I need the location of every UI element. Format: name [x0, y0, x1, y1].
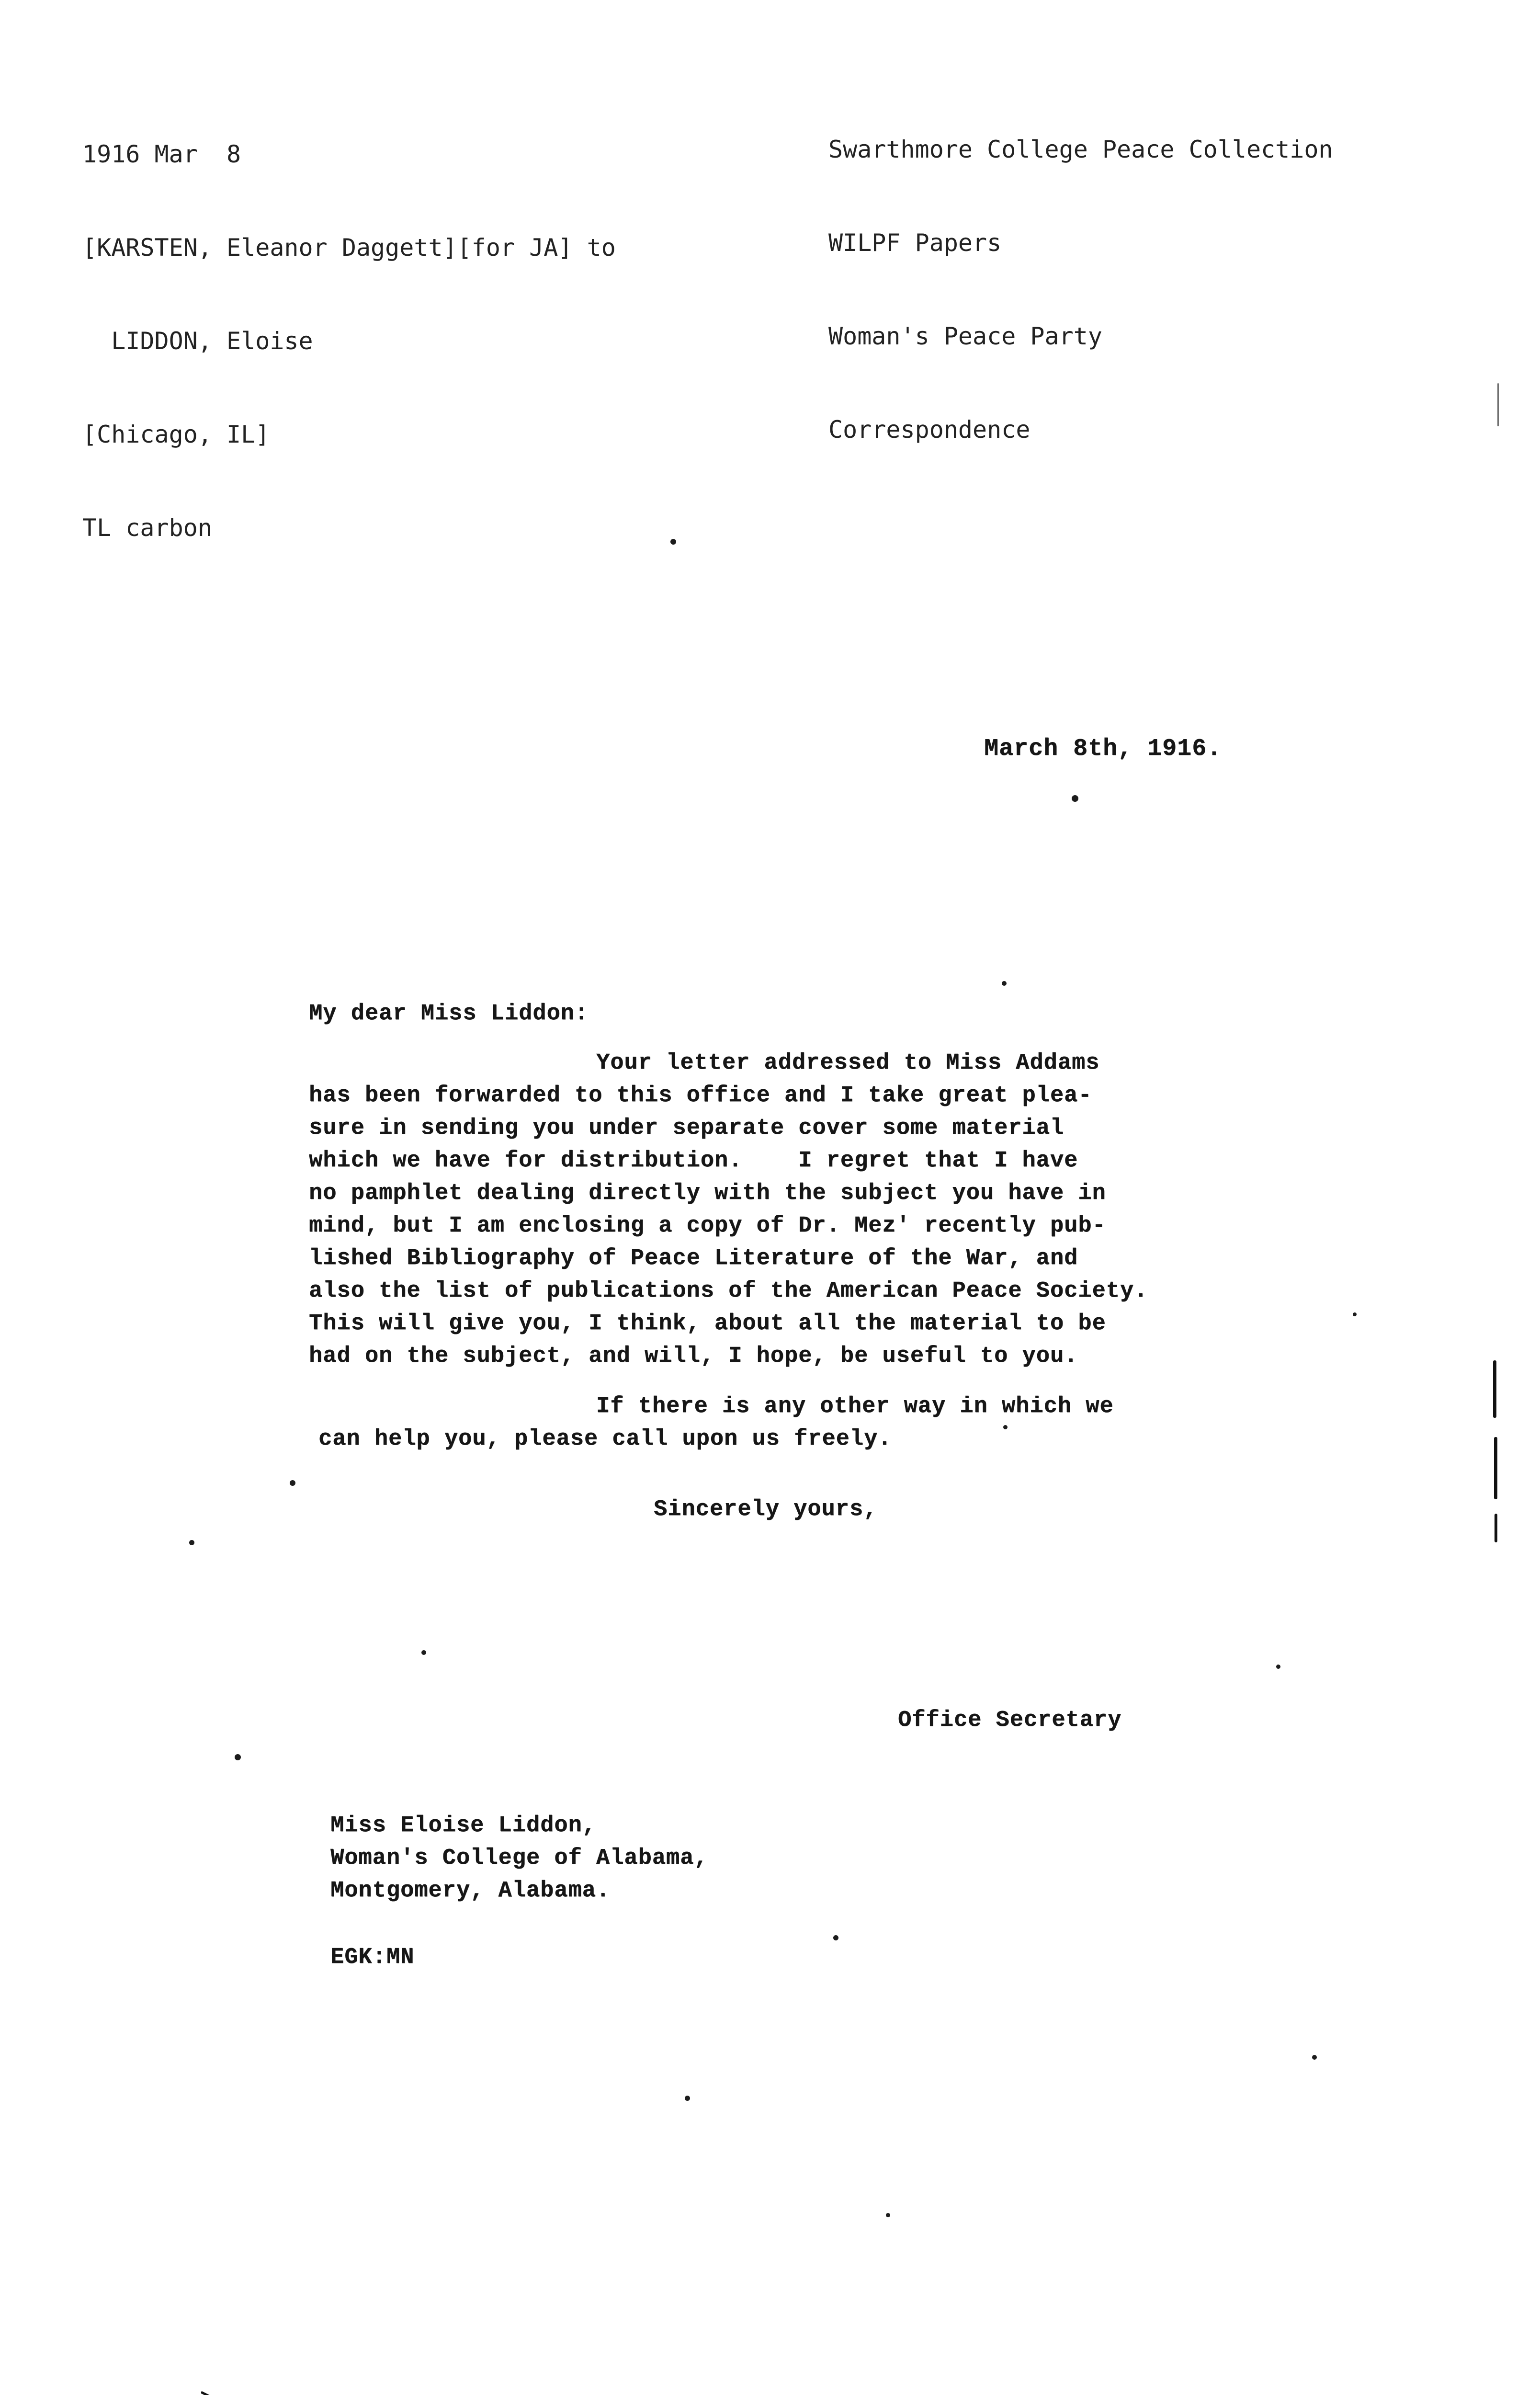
recipient-address-line: Miss Eloise Liddon,: [330, 1813, 596, 1838]
letter-signature: Office Secretary: [898, 1708, 1122, 1733]
collection-name: Swarthmore College Peace Collection: [828, 136, 1333, 163]
recipient-address-line: Montgomery, Alabama.: [330, 1878, 611, 1904]
paragraph-2-line: If there is any other way in which we: [596, 1394, 1114, 1419]
paragraph-1-line: lished Bibliography of Peace Literature of the War, and: [309, 1246, 1078, 1271]
paragraph-1-line: Your letter addressed to Miss Addams: [596, 1050, 1100, 1076]
catalog-recipient-name: LIDDON, Eloise: [82, 327, 313, 355]
typist-initials: EGK:MN: [330, 1945, 415, 1970]
catalog-date: 1916 Mar 8: [82, 140, 241, 168]
recipient-address-line: Woman's College of Alabama,: [330, 1846, 708, 1871]
letter-closing: Sincerely yours,: [654, 1497, 878, 1522]
paragraph-1-line: This will give you, I think, about all the material to be: [309, 1311, 1106, 1336]
paragraph-1-line: also the list of publications of the American Peace Society.: [309, 1278, 1148, 1304]
paragraph-2-line: can help you, please call upon us freely.: [318, 1426, 892, 1452]
paragraph-1-line: had on the subject, and will, I hope, be useful to you.: [309, 1344, 1078, 1369]
letter-salutation: My dear Miss Liddon:: [309, 1001, 589, 1026]
catalog-author-recipient: [KARSTEN, Eleanor Daggett][for JA] to: [82, 234, 616, 262]
paragraph-1-line: no pamphlet dealing directly with the subject you have in: [309, 1181, 1106, 1206]
paragraph-1-line: mind, but I am enclosing a copy of Dr. Mez' recently pub-: [309, 1213, 1106, 1239]
paragraph-1-line: sure in sending you under separate cover some material: [309, 1116, 1064, 1141]
collection-series: WILPF Papers: [828, 229, 1002, 257]
paragraph-1-line: has been forwarded to this office and I take great plea-: [309, 1083, 1092, 1108]
collection-folder: Correspondence: [828, 416, 1030, 444]
catalog-doc-type: TL carbon: [82, 514, 212, 542]
catalog-place: [Chicago, IL]: [82, 421, 270, 448]
collection-subseries: Woman's Peace Party: [828, 322, 1102, 350]
paragraph-1-line: which we have for distribution. I regret that I have: [309, 1148, 1078, 1174]
letter-date: March 8th, 1916.: [984, 735, 1222, 763]
